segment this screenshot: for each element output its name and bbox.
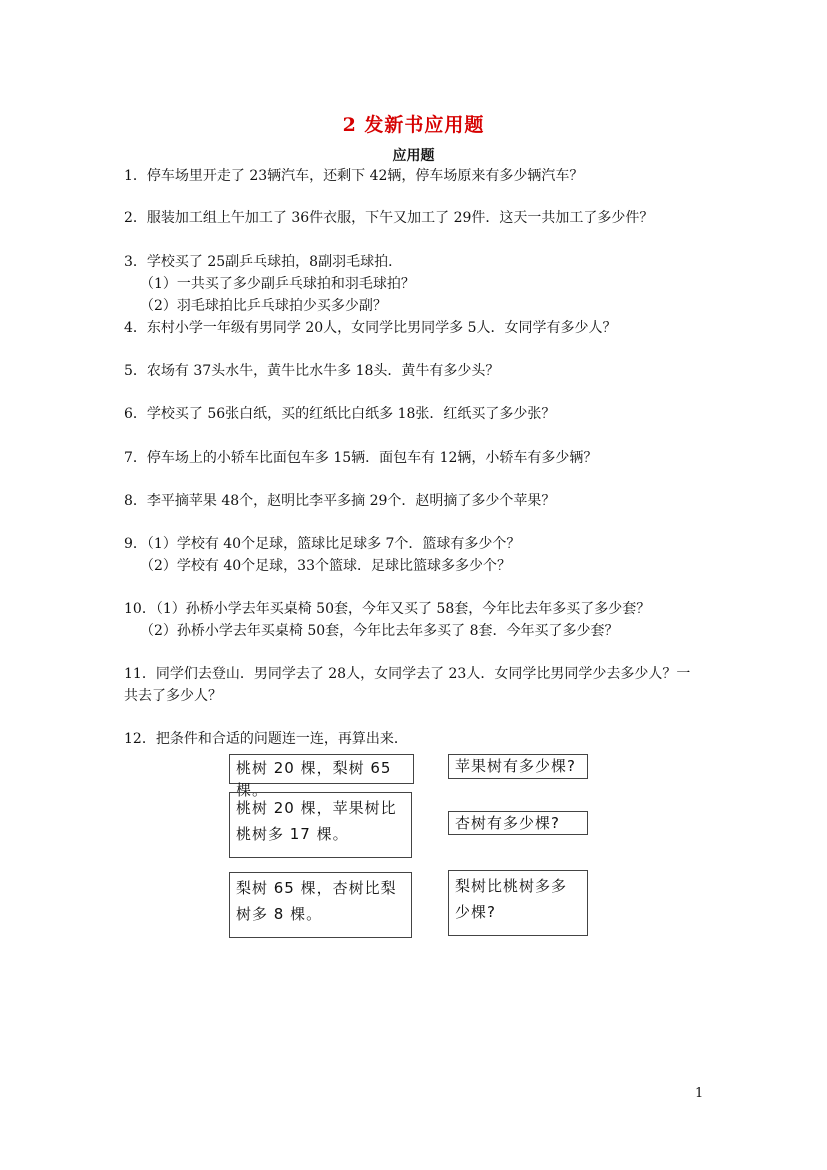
problem-6: 6．学校买了 56张白纸，买的红纸比白纸多 18张．红纸买了多少张？ xyxy=(124,406,556,422)
problem-1: 1．停车场里开走了 23辆汽车，还剩下 42辆，停车场原来有多少辆汽车？ xyxy=(124,168,584,184)
condition-box-1: 桃树 20 棵，梨树 65 棵。 xyxy=(229,754,414,784)
problem-3-part-2: （2）羽毛球拍比乒乓球拍少买多少副？ xyxy=(140,298,387,314)
section-subtitle: 应用题 xyxy=(392,148,435,164)
problem-3: 3．学校买了 25副乒乓球拍，8副羽毛球拍． xyxy=(124,254,403,270)
question-box-1: 苹果树有多少棵? xyxy=(448,754,588,779)
problem-11-continued: 共去了多少人？ xyxy=(124,688,222,704)
problem-8: 8．李平摘苹果 48个，赵明比李平多摘 29个．赵明摘了多少个苹果？ xyxy=(124,493,556,509)
problem-11: 11．同学们去登山．男同学去了 28人，女同学去了 23人．女同学比男同学少去多少人？一 xyxy=(124,666,691,682)
problem-2: 2．服装加工组上午加工了 36件衣服，下午又加工了 29件．这天一共加工了多少件？ xyxy=(124,210,654,226)
question-box-3: 梨树比桃树多多少棵? xyxy=(448,870,588,936)
problem-9-part-2: （2）学校有 40个足球，33个篮球．足球比篮球多多少个？ xyxy=(140,558,511,574)
problem-5: 5．农场有 37头水牛，黄牛比水牛多 18头．黄牛有多少头？ xyxy=(124,363,500,379)
condition-box-2: 桃树 20 棵，苹果树比桃树多 17 棵。 xyxy=(229,792,412,858)
condition-box-3: 梨树 65 棵，杏树比梨树多 8 棵。 xyxy=(229,872,412,938)
page-title: 2 发新书应用题 xyxy=(342,114,485,136)
problem-9-part-1: 9．（1）学校有 40个足球，篮球比足球多 7个．篮球有多少个？ xyxy=(124,536,521,552)
problem-12: 12．把条件和合适的问题连一连，再算出来． xyxy=(124,731,408,747)
problem-7: 7．停车场上的小轿车比面包车多 15辆．面包车有 12辆，小轿车有多少辆？ xyxy=(124,450,598,466)
problem-10-part-2: （2）孙桥小学去年买桌椅 50套，今年比去年多买了 8套．今年买了多少套？ xyxy=(140,623,619,639)
problem-4: 4．东村小学一年级有男同学 20人，女同学比男同学多 5人．女同学有多少人？ xyxy=(124,320,617,336)
question-box-2: 杏树有多少棵? xyxy=(448,811,588,835)
page-number: 1 xyxy=(695,1086,704,1101)
problem-3-part-1: （1）一共买了多少副乒乓球拍和羽毛球拍？ xyxy=(140,276,415,292)
problem-10-part-1: 10．（1）孙桥小学去年买桌椅 50套，今年又买了 58套，今年比去年多买了多少套？ xyxy=(124,601,651,617)
